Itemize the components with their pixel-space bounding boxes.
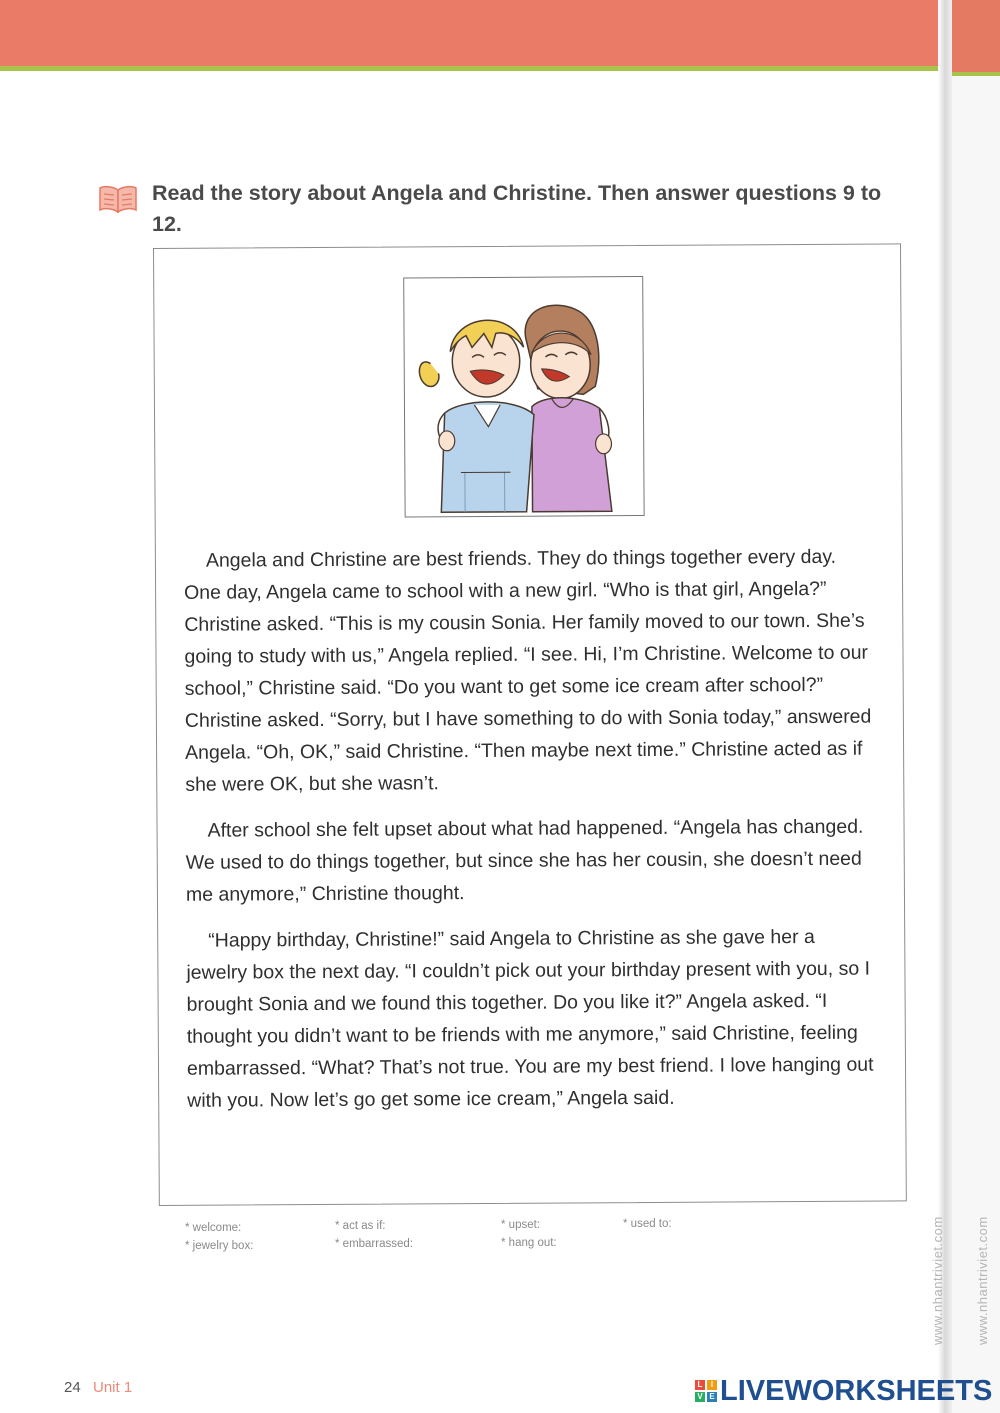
unit-label: Unit 1 [93, 1379, 133, 1396]
logo-letter: E [707, 1392, 717, 1402]
page-number: 24 [64, 1379, 81, 1396]
page-gutter-shadow [938, 0, 952, 1413]
story-paragraph-2: After school she felt upset about what had happened. “Angela has changed. We used to do things together, but since she has her cousin, she doesn’t need me anymore,” Christine thought. [185, 815, 864, 906]
next-page-accent-line [952, 72, 1000, 76]
vocab-item: * act as if: [335, 1220, 386, 1232]
vocab-item: * welcome: [185, 1222, 242, 1234]
two-girls-image [404, 277, 643, 516]
vocab-item: * upset: [501, 1219, 540, 1231]
next-page-edge [952, 0, 1000, 1413]
logo-letter: L [695, 1380, 705, 1390]
watermark-text: www.nhantriviet.com [930, 1216, 945, 1345]
story-paragraph-1: Angela and Christine are best friends. They do things together every day. One day, Angela came to school with a new girl. “Who is that girl, Angela?” Christine asked. “This is my cousin Sonia. Her family moved to our town. She’s going to study with us,” Angela replied. “I see. Hi, I’m Christine. Welcome to our school,” Christine said. “Do you want to get some ice cream after school?” Christine asked. “Sorry, but I have something to do with Sonia today,” answered Angela. “Oh, OK,” said Christine. “Then maybe next time.” Christine acted as if she were OK, but she wasn’t. [184, 545, 872, 796]
vocabulary-notes [185, 1218, 745, 1262]
vocab-item: * hang out: [501, 1237, 557, 1249]
header-color-band [0, 0, 945, 68]
instruction-title: Read the story about Angela and Christine. Then answer questions 9 to 12. [152, 181, 882, 236]
logo-text: LIVEWORKSHEETS [720, 1374, 993, 1407]
open-book-icon [98, 184, 138, 214]
logo-mark-icon [695, 1380, 717, 1402]
logo-letter: I [707, 1380, 717, 1390]
story-paragraph-3: “Happy birthday, Christine!” said Angela to Christine as she gave her a jewelry box the next day. “I couldn’t pick out your birthday present with you, so I brought Sonia and we found this together. Do you like it?” Angela asked. “I thought you didn’t want to be friends with me anymore,” said Christine, feeling embarrassed. “What? That’s not true. You are my best friend. I love hanging out with you. Now let’s go get some ice cream,” Angela said. [186, 925, 874, 1112]
girls-illustration [403, 276, 644, 517]
next-page-color-band [952, 0, 1000, 76]
vocab-item: * jewelry box: [185, 1240, 254, 1252]
watermark-text-edge: www.nhantriviet.com [975, 1216, 990, 1345]
logo-letter: V [695, 1392, 705, 1402]
header-accent-line [0, 66, 945, 71]
vocab-item: * used to: [623, 1218, 672, 1230]
story-frame [153, 243, 907, 1206]
vocab-item: * embarrassed: [335, 1238, 413, 1250]
liveworksheets-logo[interactable] [695, 1374, 992, 1408]
story-text [184, 541, 880, 1131]
